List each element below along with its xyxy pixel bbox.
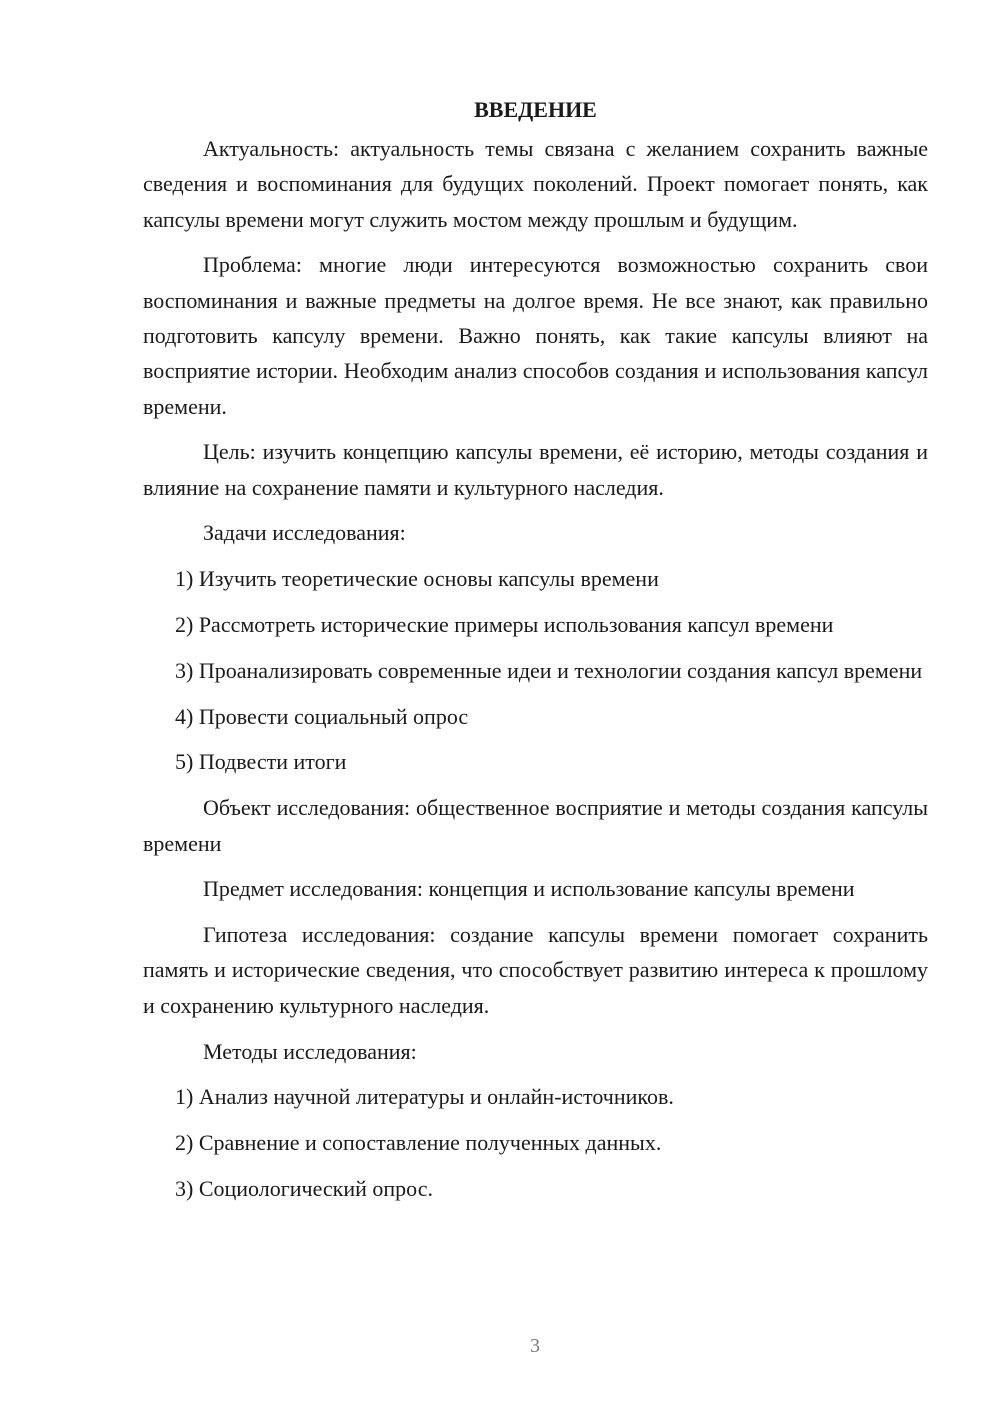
task-item: 4) Провести социальный опрос (175, 703, 469, 729)
task-item: 5) Подвести итоги (175, 749, 347, 775)
page-number: 3 (530, 1335, 540, 1357)
task-item: 3) Проанализировать современные идеи и технологии создания капсул времени (175, 657, 923, 683)
relevance-paragraph: Актуальность: актуальность темы связана с желанием сохранить важные сведения и воспоминания для будущих поколений. Проект помогает понять, как капсулы времени могут служить мостом между прошлым и будущим. (143, 136, 928, 232)
methods-heading: Методы исследования: (203, 1038, 417, 1064)
object-paragraph: Объект исследования: общественное восприятие и методы создания капсулы времени (143, 795, 928, 856)
subject-paragraph: Предмет исследования: концепция и использование капсулы времени (203, 876, 855, 902)
method-item: 2) Сравнение и сопоставление полученных данных. (175, 1130, 662, 1156)
method-item: 1) Анализ научной литературы и онлайн-источников. (175, 1084, 674, 1110)
problem-paragraph: Проблема: многие люди интересуются возможностью сохранить свои воспоминания и важные предметы на долгое время. Не все знают, как правильно подготовить капсулу времени. Важно понять, как такие капсулы влияют на восприятие истории. Необходим анализ способов создания и использования капсул времени. (143, 252, 928, 419)
method-item: 3) Социологический опрос. (175, 1175, 433, 1201)
goal-paragraph: Цель: изучить концепцию капсулы времени, её историю, методы создания и влияние на сохранение памяти и культурного наследия. (143, 439, 928, 500)
tasks-heading: Задачи исследования: (203, 520, 406, 546)
hypothesis-paragraph: Гипотеза исследования: создание капсулы времени помогает сохранить память и исторические сведения, что способствует развитию интереса к прошлому и сохранению культурного наследия. (143, 922, 928, 1018)
section-title: ВВЕДЕНИЕ (474, 97, 597, 122)
task-item: 1) Изучить теоретические основы капсулы времени (175, 566, 659, 592)
document-page (143, 92, 928, 1217)
task-item: 2) Рассмотреть исторические примеры использования капсул времени (175, 612, 834, 638)
